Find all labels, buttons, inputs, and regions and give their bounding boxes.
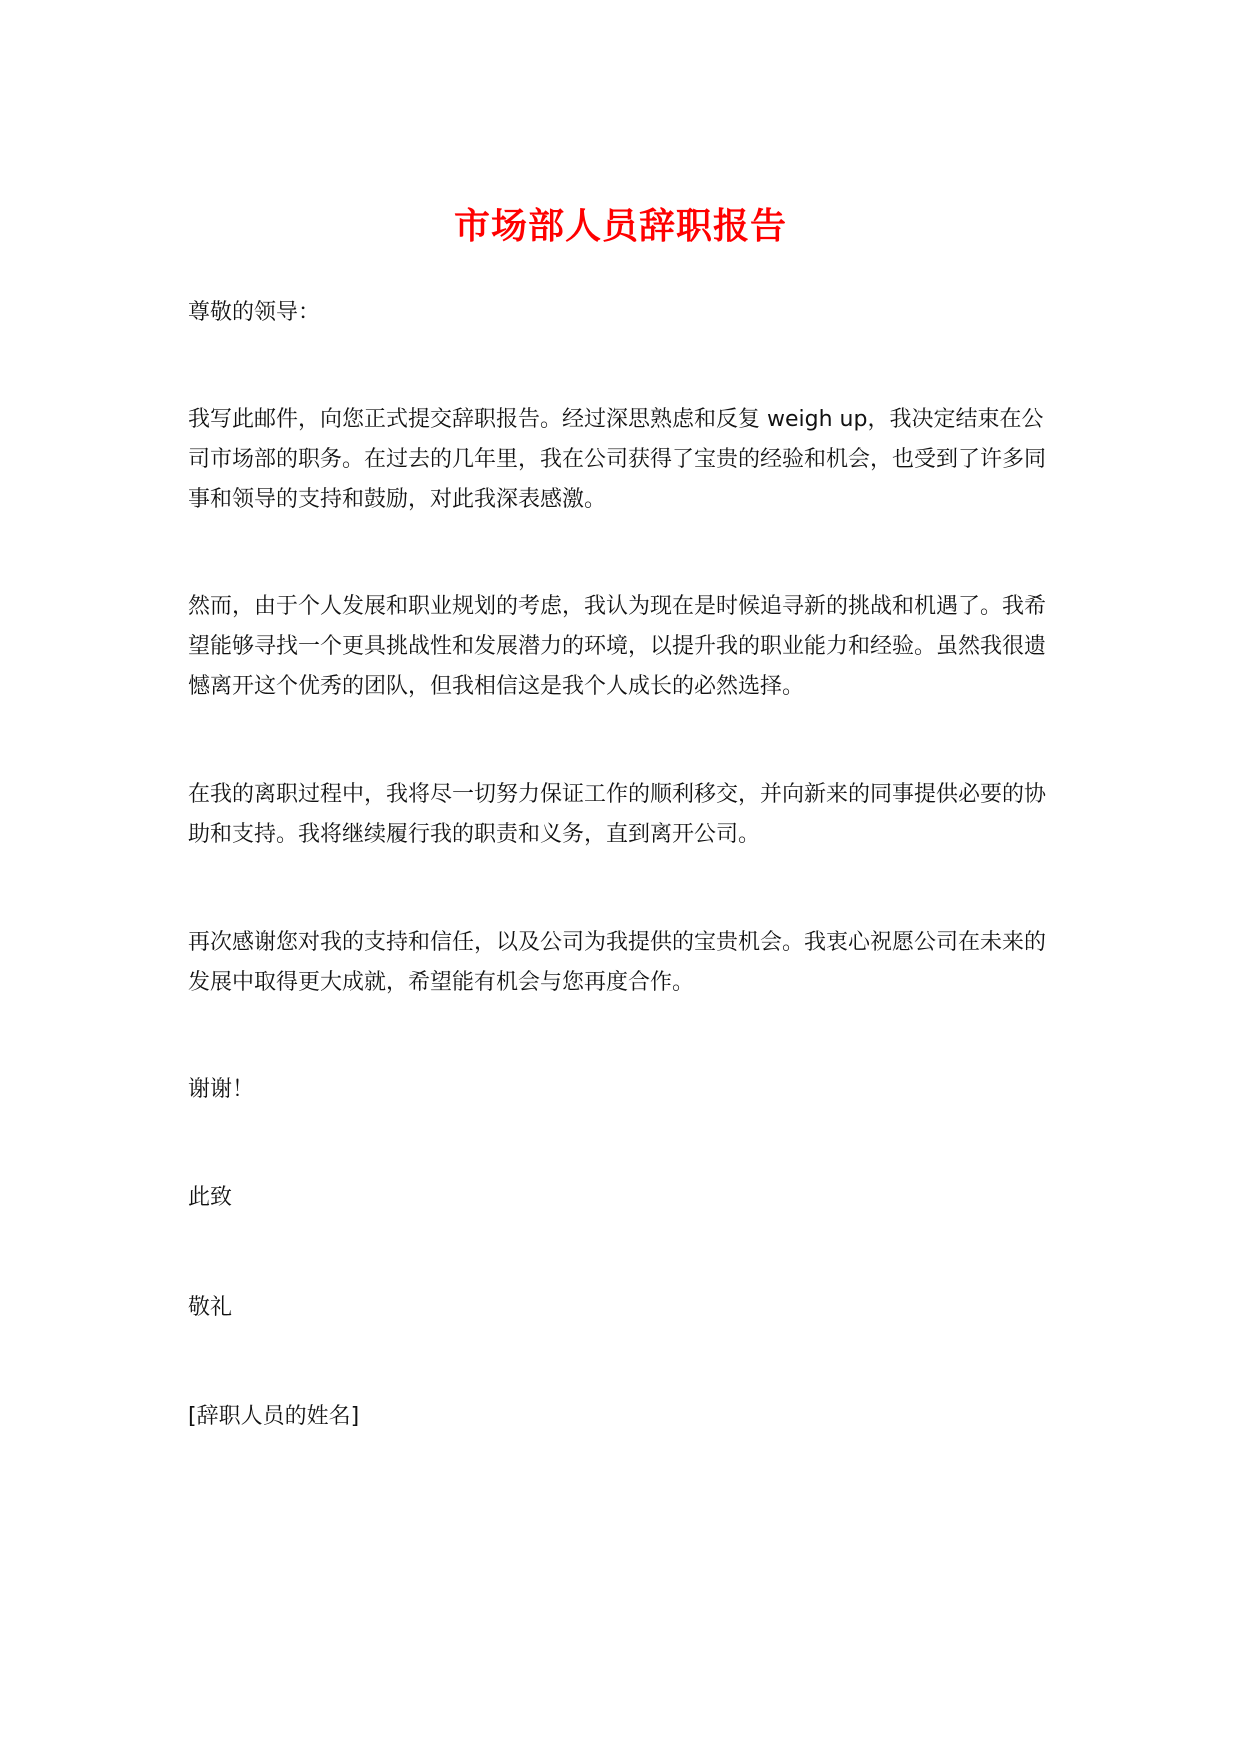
- body-paragraph: 在我的离职过程中，我将尽一切努力保证工作的顺利移交，并向新来的同事提供必要的协助和支持。我将继续履行我的职责和义务，直到离开公司。: [188, 782, 1047, 847]
- closing-line: 此致: [188, 1185, 233, 1210]
- body-paragraph: 我写此邮件，向您正式提交辞职报告。经过深思熟虑和反复 weigh up，我决定结束在公司市场部的职务。在过去的几年里，我在公司获得了宝贵的经验和机会，也受到了许多同事和领导的支持和鼓励，对此我深表感激。: [188, 407, 1047, 512]
- document-title: 市场部人员辞职报告: [453, 206, 787, 248]
- greeting: 尊敬的领导：: [188, 300, 321, 325]
- salutation-line: 敬礼: [188, 1295, 233, 1320]
- thanks-line: 谢谢！: [188, 1077, 255, 1102]
- signature-placeholder: [辞职人员的姓名]: [188, 1404, 360, 1429]
- body-paragraph: 再次感谢您对我的支持和信任，以及公司为我提供的宝贵机会。我衷心祝愿公司在未来的发展中取得更大成就，希望能有机会与您再度合作。: [188, 930, 1047, 995]
- body-paragraph: 然而，由于个人发展和职业规划的考虑，我认为现在是时候追寻新的挑战和机遇了。我希望能够寻找一个更具挑战性和发展潜力的环境，以提升我的职业能力和经验。虽然我很遗憾离开这个优秀的团队，但我相信这是我个人成长的必然选择。: [188, 594, 1047, 699]
